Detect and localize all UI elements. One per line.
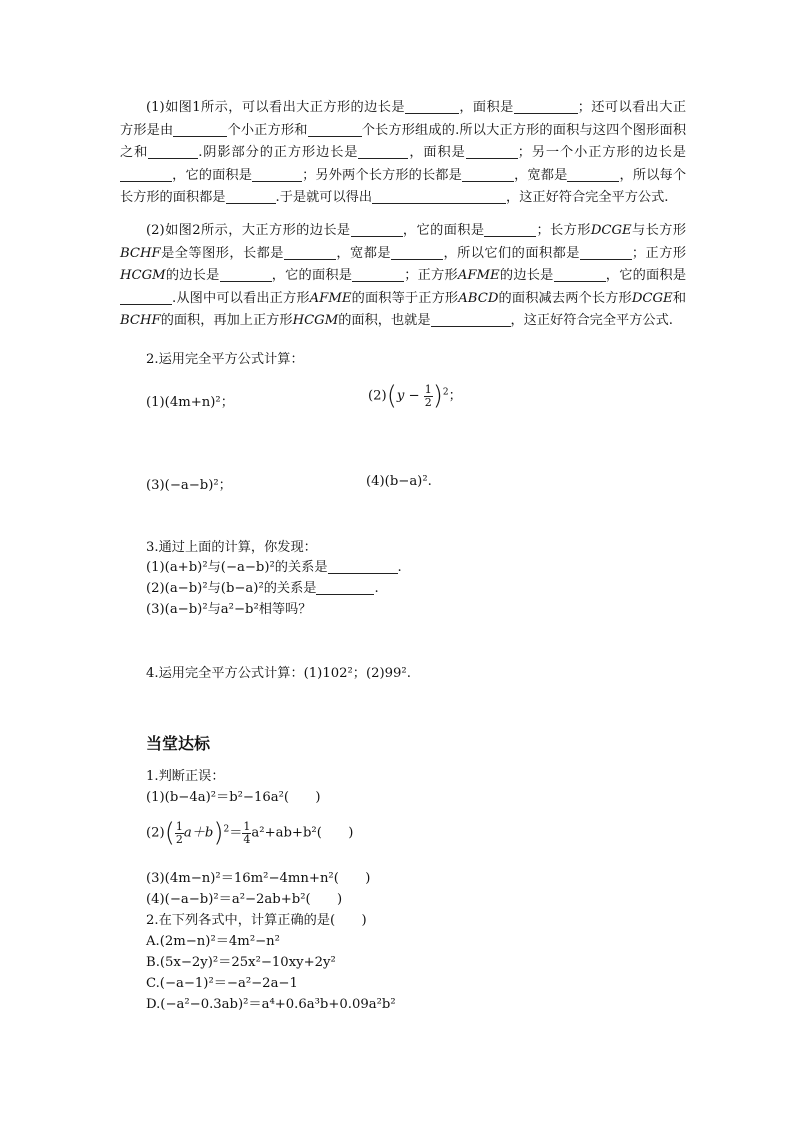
math-var: y xyxy=(396,388,405,404)
answer-blank[interactable] xyxy=(252,167,302,182)
text: 的面积，再加上正方形 xyxy=(160,313,293,329)
text: ，它的面积是 xyxy=(172,167,253,183)
answer-blank[interactable] xyxy=(462,167,514,182)
answer-blank[interactable] xyxy=(567,167,619,182)
denominator: 4 xyxy=(243,832,251,846)
test-2-option-c: C.(−a−1)²＝−a²−2a−1 xyxy=(146,976,298,991)
answer-blank[interactable] xyxy=(220,267,272,282)
section-title: 当堂达标 xyxy=(146,734,211,753)
text: ；另外两个长方形的长都是 xyxy=(302,167,462,183)
text: 的边长是 xyxy=(165,268,220,284)
text: ；长方形 xyxy=(536,223,591,238)
answer-blank[interactable] xyxy=(284,245,336,260)
answer-blank[interactable] xyxy=(580,245,632,260)
test-1-item-1: (1)(b−4a)²＝b²−16a²( ) xyxy=(146,790,321,805)
text: ，所以它们的面积都是 xyxy=(443,245,580,261)
answer-blank[interactable] xyxy=(352,267,404,282)
test-2-option-a: A.(2m−n)²＝4m²−n² xyxy=(146,934,280,949)
answer-blank[interactable] xyxy=(514,99,578,114)
math-var: BCHF xyxy=(120,245,161,261)
text: (1)(a+b)²与(−a−b)²的关系是 xyxy=(146,560,328,575)
text: ，它的面积是 xyxy=(402,223,485,238)
math-var: DCGE xyxy=(631,290,673,306)
text: ，所以每个长方形的面积都是 xyxy=(120,167,687,206)
question-4: 4.运用完全平方公式计算：(1)102²；(2)99². xyxy=(146,666,411,681)
text: ，它的面积是 xyxy=(271,268,353,284)
question-1-part-1 xyxy=(120,97,686,210)
question-3-item-3: (3)(a−b)²与a²−b²相等吗？ xyxy=(146,602,312,617)
test-2-option-b: B.(5x−2y)²＝25x²−10xy+2y² xyxy=(146,955,336,970)
math-var: HCGM xyxy=(292,313,339,329)
text: 是全等图形，长都是 xyxy=(160,245,284,261)
text: 和 xyxy=(672,290,687,306)
answer-blank[interactable] xyxy=(351,222,403,237)
math-var: AFME xyxy=(457,268,500,284)
question-1-part-2: (2)如图2所示，大正方形的边长是 ，它的面积是 ；长方形DCGE与长方形BCHF是全等图形，长都是 ，宽都是 ，所以它们的面积都是 ；正方形HCGM的边长是 ，它的面积是 ；正方形AFME的边长是 ，它的面积是.从图中可以看出正方形AFME的面积等于正方形ABCD的面积减去两个长方形DCGE和BCHF的面积，再加上正方形HCGM的面积，也就是 ，这正好符合完全平方公式. xyxy=(120,223,687,329)
fraction xyxy=(424,384,433,409)
math-var: BCHF xyxy=(120,313,161,329)
text: . xyxy=(374,581,379,596)
text: 的面积等于正方形 xyxy=(351,290,459,306)
test-1-title: 1.判断正误： xyxy=(146,769,225,784)
question-2-item-1: (1)(4m+n)²； xyxy=(146,395,234,410)
paren-right: ) xyxy=(213,818,224,848)
answer-blank[interactable] xyxy=(308,122,362,137)
text: 与长方形 xyxy=(631,223,687,238)
text: (2) xyxy=(368,388,387,404)
answer-blank[interactable] xyxy=(226,189,276,204)
text: − xyxy=(404,388,424,404)
answer-blank[interactable] xyxy=(316,580,374,595)
answer-blank[interactable] xyxy=(431,312,511,327)
text: ； xyxy=(448,388,462,404)
text: . xyxy=(397,560,402,575)
text: a²+ab+b²( ) xyxy=(251,825,354,841)
text: ，面积是 xyxy=(458,100,514,115)
answer-blank[interactable] xyxy=(405,99,459,114)
question-2-title: 2.运用完全平方公式计算： xyxy=(146,352,304,367)
denominator: 2 xyxy=(175,832,183,846)
answer-blank[interactable] xyxy=(120,167,172,182)
text: ，这正好符合完全平方公式. xyxy=(506,190,669,206)
text: (1)如图1所示，可以看出大正方形的边长是 xyxy=(146,100,405,115)
answer-blank[interactable] xyxy=(173,122,227,137)
text: 的面积减去两个长方形 xyxy=(498,290,632,306)
numerator: 1 xyxy=(243,819,251,833)
test-1-item-3: (3)(4m−n)²＝16m²−4mn+n²( ) xyxy=(146,871,371,886)
paren-left: ( xyxy=(164,818,175,848)
test-2-option-d: D.(−a²−0.3ab)²＝a⁴+0.6a³b+0.09a²b² xyxy=(146,997,396,1012)
text: ；还可以看出大正方形是由 xyxy=(120,100,687,138)
text: ，面积是 xyxy=(408,145,466,161)
text: 个小正方形和 xyxy=(227,122,308,138)
text: (2)如图2所示，大正方形的边长是 xyxy=(146,223,351,238)
test-2-title: 2.在下列各式中，计算正确的是( ) xyxy=(146,913,367,928)
fraction xyxy=(175,821,184,846)
text: ；正方形 xyxy=(404,268,458,284)
test-1-item-4: (4)(−a−b)²＝a²−2ab+b²( ) xyxy=(146,892,343,907)
denominator: 2 xyxy=(424,395,432,409)
answer-blank[interactable] xyxy=(328,559,398,574)
text: (2)(a−b)²与(b−a)²的关系是 xyxy=(146,581,317,596)
text: 它的面积是 xyxy=(619,268,687,284)
text: (2) xyxy=(146,825,165,841)
question-3-title: 3.通过上面的计算，你发现： xyxy=(146,540,317,555)
question-3-item-1 xyxy=(146,556,402,575)
text: .于是就可以得出 xyxy=(275,190,373,206)
exponent: 2 xyxy=(442,387,449,398)
text: ；另一个小正方形的边长是 xyxy=(517,145,686,161)
answer-blank[interactable] xyxy=(466,144,518,159)
numerator: 1 xyxy=(175,819,183,833)
text: ，宽都是 xyxy=(335,245,391,261)
text: 的边长是 xyxy=(499,268,554,284)
math-var: HCGM xyxy=(120,268,166,284)
text: 个长方形组成的.所以大正方形的面积与这四个图形面积之和 xyxy=(120,122,687,161)
question-2-item-3: (3)(−a−b)²； xyxy=(146,478,232,493)
exponent: 2 xyxy=(223,824,230,835)
math-var: AFME xyxy=(309,290,352,306)
text: 的面积，也就是 xyxy=(338,313,431,329)
text: ，这正好符合完全平方公式. xyxy=(510,313,673,329)
numerator: 1 xyxy=(424,382,432,396)
answer-blank[interactable] xyxy=(372,189,506,204)
math-expr: a＋b xyxy=(183,825,214,841)
question-2-item-4: (4)(b−a)². xyxy=(366,474,432,489)
math-var: DCGE xyxy=(590,223,632,238)
text: ，宽都是 xyxy=(513,167,568,183)
question-2-item-2 xyxy=(368,381,462,411)
test-1-item-2 xyxy=(146,818,353,848)
paren-left: ( xyxy=(386,381,397,411)
text: ；正方形 xyxy=(631,245,687,261)
question-3-item-2 xyxy=(146,577,379,596)
answer-blank[interactable] xyxy=(148,144,198,159)
math-var: ABCD xyxy=(458,290,499,306)
text: ＝ xyxy=(229,825,243,841)
answer-blank[interactable] xyxy=(391,245,443,260)
text: .从图中可以看出正方形 xyxy=(172,290,310,306)
paren-right: ) xyxy=(432,381,443,411)
answer-blank[interactable] xyxy=(484,222,536,237)
answer-blank[interactable] xyxy=(358,144,408,159)
answer-blank[interactable] xyxy=(120,290,172,305)
answer-blank[interactable] xyxy=(554,267,606,282)
text: .阴影部分的正方形边长是 xyxy=(198,145,359,161)
